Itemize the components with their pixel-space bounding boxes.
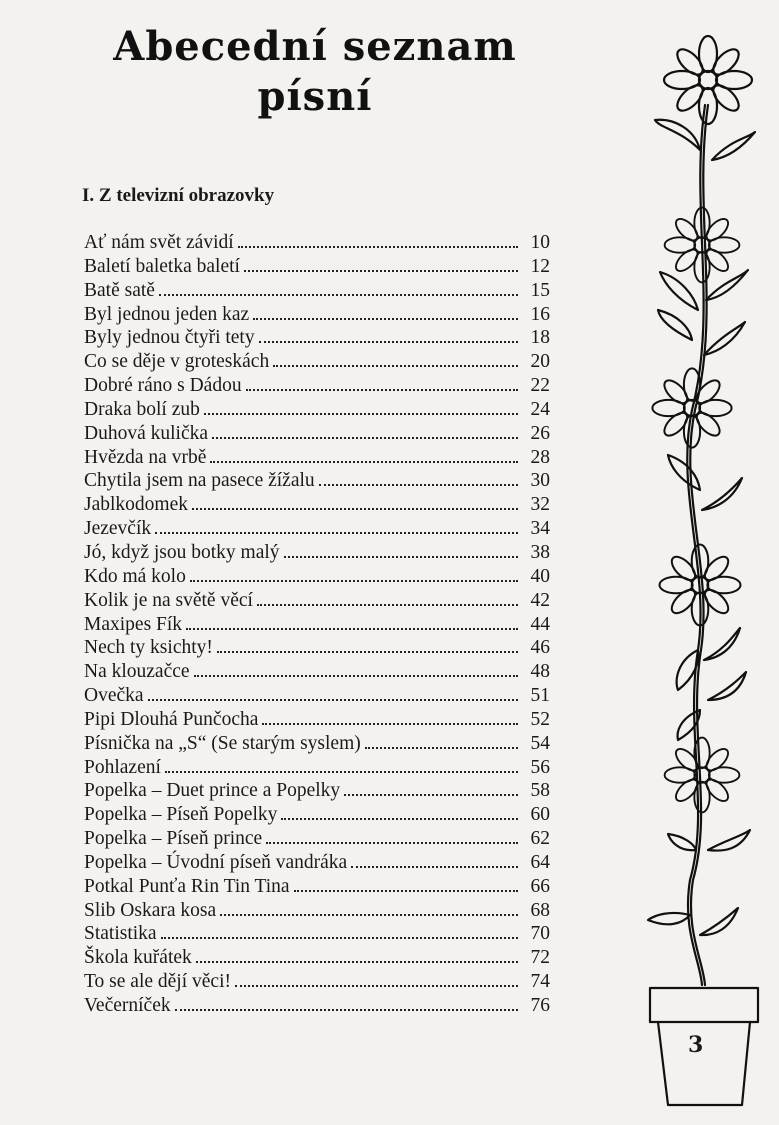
dot-leader	[155, 531, 518, 534]
song-title: Pipi Dlouhá Punčocha	[84, 708, 259, 730]
song-title: Byl jednou jeden kaz	[84, 303, 250, 325]
song-list	[84, 232, 550, 1019]
song-title: Popelka – Duet prince a Popelky	[84, 780, 341, 802]
song-title: Na klouzačce	[84, 661, 190, 683]
toc-entry	[84, 685, 550, 709]
toc-entry	[84, 637, 550, 661]
song-title: Draka bolí zub	[84, 398, 200, 420]
song-title: Slib Oskara kosa	[84, 899, 217, 921]
dot-leader	[281, 817, 518, 820]
toc-entry	[84, 852, 550, 876]
toc-entry	[84, 494, 550, 518]
song-page-number: 76	[530, 995, 550, 1016]
toc-entry	[84, 447, 550, 471]
dot-leader	[190, 579, 518, 582]
dot-leader	[262, 722, 518, 725]
song-page-number: 40	[530, 565, 550, 587]
song-page-number: 72	[530, 947, 550, 969]
song-title: Hvězda na vrbě	[84, 446, 207, 468]
dot-leader	[196, 960, 518, 963]
song-title: Ať nám svět závidí	[84, 232, 234, 253]
dot-leader	[194, 674, 518, 677]
toc-entry	[84, 780, 550, 804]
toc-entry	[84, 995, 550, 1019]
toc-entry	[84, 828, 550, 852]
toc-entry	[84, 518, 550, 542]
dot-leader	[217, 650, 518, 653]
toc-entry	[84, 923, 550, 947]
song-title: Batě satě	[84, 279, 155, 301]
song-page-number: 74	[530, 971, 550, 993]
toc-entry	[84, 304, 550, 328]
toc-entry	[84, 423, 550, 447]
dot-leader	[344, 793, 518, 796]
toc-entry	[84, 971, 550, 995]
song-title: Statistika	[84, 923, 157, 945]
song-title: Jezevčík	[84, 518, 152, 540]
toc-entry	[84, 757, 550, 781]
song-page-number: 20	[530, 351, 550, 373]
song-page-number: 42	[530, 589, 550, 611]
dot-leader	[257, 603, 518, 606]
song-page-number: 26	[530, 422, 550, 444]
dot-leader	[259, 340, 518, 343]
song-page-number: 30	[530, 470, 550, 492]
song-page-number: 62	[530, 828, 550, 850]
page-title	[60, 22, 570, 122]
song-title: Kolik je na světě věcí	[84, 589, 253, 611]
song-title: Popelka – Píseň prince	[84, 828, 263, 850]
song-page-number: 64	[530, 851, 550, 873]
toc-entry	[84, 399, 550, 423]
toc-entry	[84, 804, 550, 828]
dot-leader	[253, 317, 518, 320]
toc-entry	[84, 900, 550, 924]
dot-leader	[235, 984, 518, 987]
dot-leader	[165, 770, 518, 773]
toc-entry	[84, 566, 550, 590]
dot-leader	[159, 293, 518, 296]
song-page-number: 51	[530, 685, 550, 707]
song-page-number: 10	[530, 232, 550, 253]
toc-entry	[84, 661, 550, 685]
song-page-number: 32	[530, 494, 550, 516]
song-title: Dobré ráno s Dádou	[84, 375, 242, 397]
song-title: Škola kuřátek	[84, 947, 192, 969]
dot-leader	[266, 841, 518, 844]
song-title: Kdo má kolo	[84, 565, 186, 587]
song-title: Popelka – Úvodní píseň vandráka	[84, 851, 348, 873]
song-title: Nech ty ksichty!	[84, 637, 213, 659]
dot-leader	[192, 507, 518, 510]
toc-entry	[84, 280, 550, 304]
song-page-number: 60	[530, 804, 550, 826]
toc-entry	[84, 614, 550, 638]
song-title: Co se děje v groteskách	[84, 351, 270, 373]
dot-leader	[246, 388, 518, 391]
dot-leader	[238, 245, 518, 248]
dot-leader	[161, 936, 518, 939]
title-line-2: písní	[257, 73, 373, 120]
song-title: Popelka – Píseň Popelky	[84, 804, 278, 826]
song-page-number: 46	[530, 637, 550, 659]
song-page-number: 56	[530, 756, 550, 778]
dot-leader	[175, 1008, 518, 1011]
song-title: To se ale dějí věci!	[84, 971, 231, 993]
toc-entry	[84, 351, 550, 375]
dot-leader	[365, 746, 518, 749]
dot-leader	[244, 269, 518, 272]
song-page-number: 28	[530, 446, 550, 468]
title-line-1: Abecední seznam	[113, 23, 517, 70]
song-page-number: 70	[530, 923, 550, 945]
toc-entry	[84, 327, 550, 351]
song-title: Ovečka	[84, 685, 144, 707]
song-page-number: 68	[530, 899, 550, 921]
flower-plant-in-pot-icon	[630, 10, 779, 1110]
song-page-number: 48	[530, 661, 550, 683]
song-page-number: 16	[530, 303, 550, 325]
song-title: Duhová kulička	[84, 422, 209, 444]
dot-leader	[220, 913, 518, 916]
toc-entry	[84, 876, 550, 900]
dot-leader	[273, 364, 518, 367]
page-number: 3	[688, 1032, 704, 1058]
dot-leader	[351, 865, 518, 868]
song-title: Baletí baletka baletí	[84, 255, 240, 277]
song-title: Pohlazení	[84, 756, 161, 778]
dot-leader	[284, 555, 518, 558]
song-page-number: 18	[530, 327, 550, 349]
song-page-number: 22	[530, 375, 550, 397]
song-title: Chytila jsem na pasece žížalu	[84, 470, 315, 492]
song-page-number: 52	[530, 708, 550, 730]
toc-entry	[84, 256, 550, 280]
toc-entry	[84, 232, 550, 256]
toc-entry	[84, 375, 550, 399]
dot-leader	[210, 460, 518, 463]
toc-entry	[84, 947, 550, 971]
dot-leader	[204, 412, 518, 415]
song-page-number: 34	[530, 518, 550, 540]
dot-leader	[294, 889, 518, 892]
dot-leader	[212, 436, 518, 439]
song-title: Písnička na „S“ (Se starým syslem)	[84, 732, 361, 754]
song-title: Maxipes Fík	[84, 613, 183, 635]
toc-entry	[84, 590, 550, 614]
song-page-number: 15	[530, 279, 550, 301]
toc-entry	[84, 709, 550, 733]
toc-entry	[84, 542, 550, 566]
toc-entry	[84, 733, 550, 757]
song-page-number: 38	[530, 541, 550, 563]
song-title: Potkal Punťa Rin Tin Tina	[84, 875, 290, 897]
song-title: Jablkodomek	[84, 494, 188, 516]
dot-leader	[319, 483, 518, 486]
section-heading: I. Z televizní obrazovky	[82, 185, 275, 206]
song-title: Byly jednou čtyři tety	[84, 327, 255, 349]
song-page-number: 66	[530, 875, 550, 897]
toc-entry	[84, 470, 550, 494]
dot-leader	[186, 627, 518, 630]
dot-leader	[148, 698, 518, 701]
song-title: Jó, když jsou botky malý	[84, 541, 280, 563]
song-page-number: 54	[530, 732, 550, 754]
song-page-number: 24	[530, 398, 550, 420]
song-title: Večerníček	[84, 995, 171, 1016]
song-page-number: 58	[530, 780, 550, 802]
song-page-number: 12	[530, 255, 550, 277]
song-page-number: 44	[530, 613, 550, 635]
